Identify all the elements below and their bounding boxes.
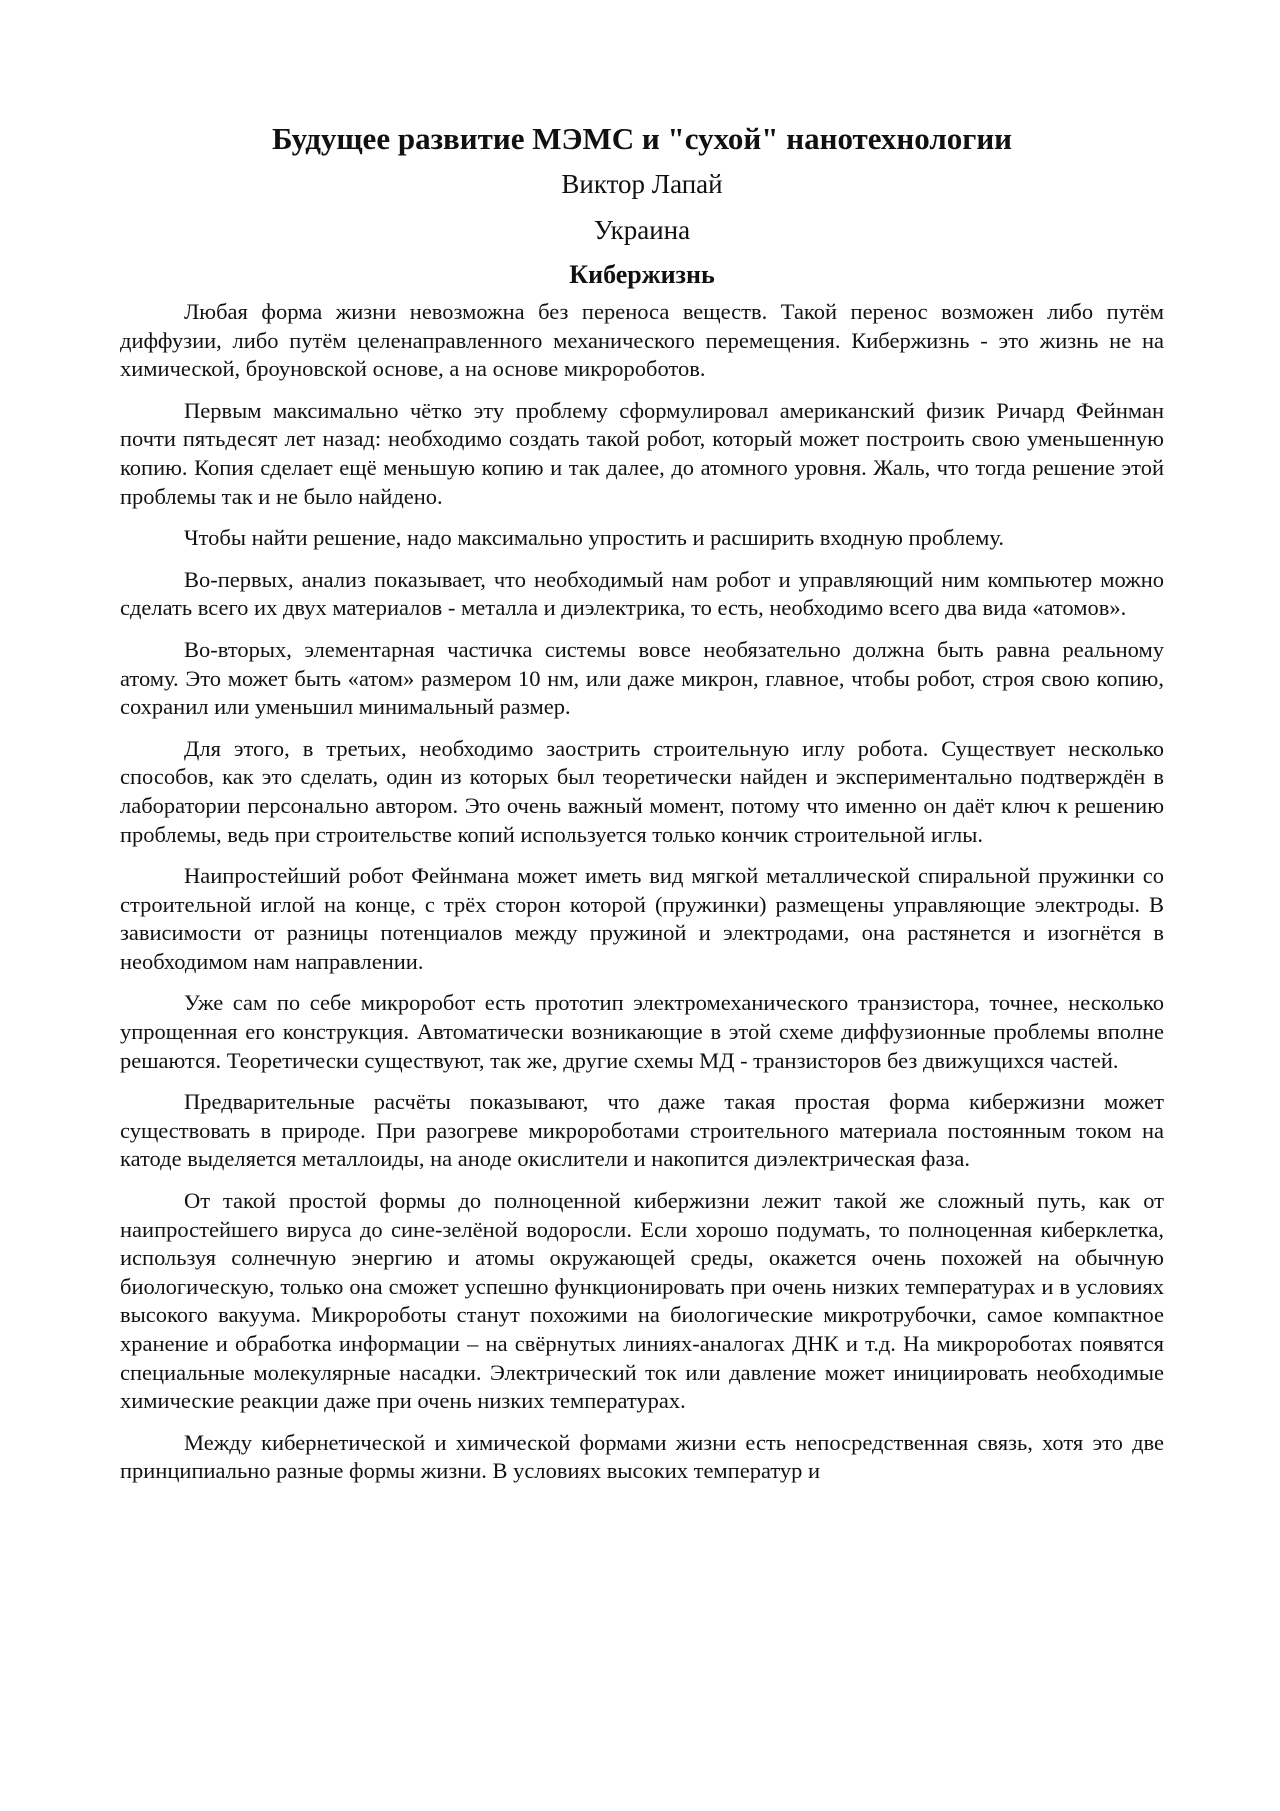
document-page [120,118,1164,1499]
paragraph: Во-первых, анализ показывает, что необходимый нам робот и управляющий ним компьютер можно сделать всего их двух материалов - металла и диэлектрика, то есть, необходимо всего два вида «атомов». [120,566,1164,621]
paragraph: Уже сам по себе микроробот есть прототип электромеханического транзистора, точнее, несколько упрощенная его конструкция. Автоматически возникающие в этой схеме диффузионные проблемы вполне решаются. Теоретически существуют, так же, другие схемы МД - транзисторов без движущихся частей. [120,990,1164,1073]
paragraph: Чтобы найти решение, надо максимально упростить и расширить входную проблему. [184,525,1005,551]
paragraph: Предварительные расчёты показывают, что даже такая простая форма кибержизни может существовать в природе. При разогреве микророботами строительного материала постоянным током на катоде выделяется металлоиды, на аноде окислители и накопится диэлектрическая фаза. [120,1089,1164,1172]
paragraph: Во-вторых, элементарная частичка системы вовсе необязательно должна быть равна реальному атому. Это может быть «атом» размером 10 нм, или даже микрон, главное, чтобы робот, строя свою копию, сохранил или уменьшил минимальный размер. [120,636,1164,720]
paragraph: От такой простой формы до полноценной кибержизни лежит такой же сложный путь, как от наипростейшего вируса до сине-зелёной водоросли. Если хорошо подумать, то полноценная киберклетка, используя солнечную энергию и атомы окружающей среды, окажется очень похожей на обычную биологическую, только она сможет успешно функционировать при очень низких температурах и в условиях высокого вакуума. Микророботы станут похожими на биологические микротрубочки, самое компактное хранение и обработка информации – на свёрнутых линиях-аналогах ДНК и т.д. На микророботах появятся специальные молекулярные насадки. Электрический ток или давление может инициировать необходимые химические реакции даже при очень низких температурах. [120,1188,1164,1414]
document-title: Будущее развитие МЭМС и "сухой" нанотехнологии [271,121,1013,156]
paragraph: Для этого, в третьих, необходимо заострить строительную иглу робота. Существует несколько способов, как это сделать, один из которых был теоретически найден и экспериментально подтверждён в лаборатории персонально автором. Это очень важный момент, потому что именно он даёт ключ к решению проблемы, ведь при строительстве копий используется только кончик строительной иглы. [120,735,1164,847]
paragraph: Между кибернетической и химической формами жизни есть непосредственная связь, хотя это две принципиально разные формы жизни. В условиях высоких температур и [120,1429,1164,1484]
paragraph: Любая форма жизни невозможна без переноса веществ. Такой перенос возможен либо путём диффузии, либо путём целенаправленного механического перемещения. Кибержизнь - это жизнь не на химической, броуновской основе, а на основе микророботов. [120,299,1164,382]
paragraph: Наипростейший робот Фейнмана может иметь вид мягкой металлической спиральной пружинки со строительной иглой на конце, с трёх сторон которой (пружинки) размещены управляющие электроды. В зависимости от разницы потенциалов между пружиной и электродами, она растянется и изогнётся в необходимом нам направлении. [120,863,1164,974]
section-heading: Кибержизнь [569,260,715,289]
author-country: Украина [593,215,691,245]
body-text [120,298,1164,1486]
author-name: Виктор Лапай [561,169,723,199]
paragraph: Первым максимально чётко эту проблему сформулировал американский физик Ричард Фейнман почти пятьдесят лет назад: необходимо создать такой робот, который может построить свою уменьшенную копию. Копия сделает ещё меньшую копию и так далее, до атомного уровня. Жаль, что тогда решение этой проблемы так и не было найдено. [120,397,1164,509]
